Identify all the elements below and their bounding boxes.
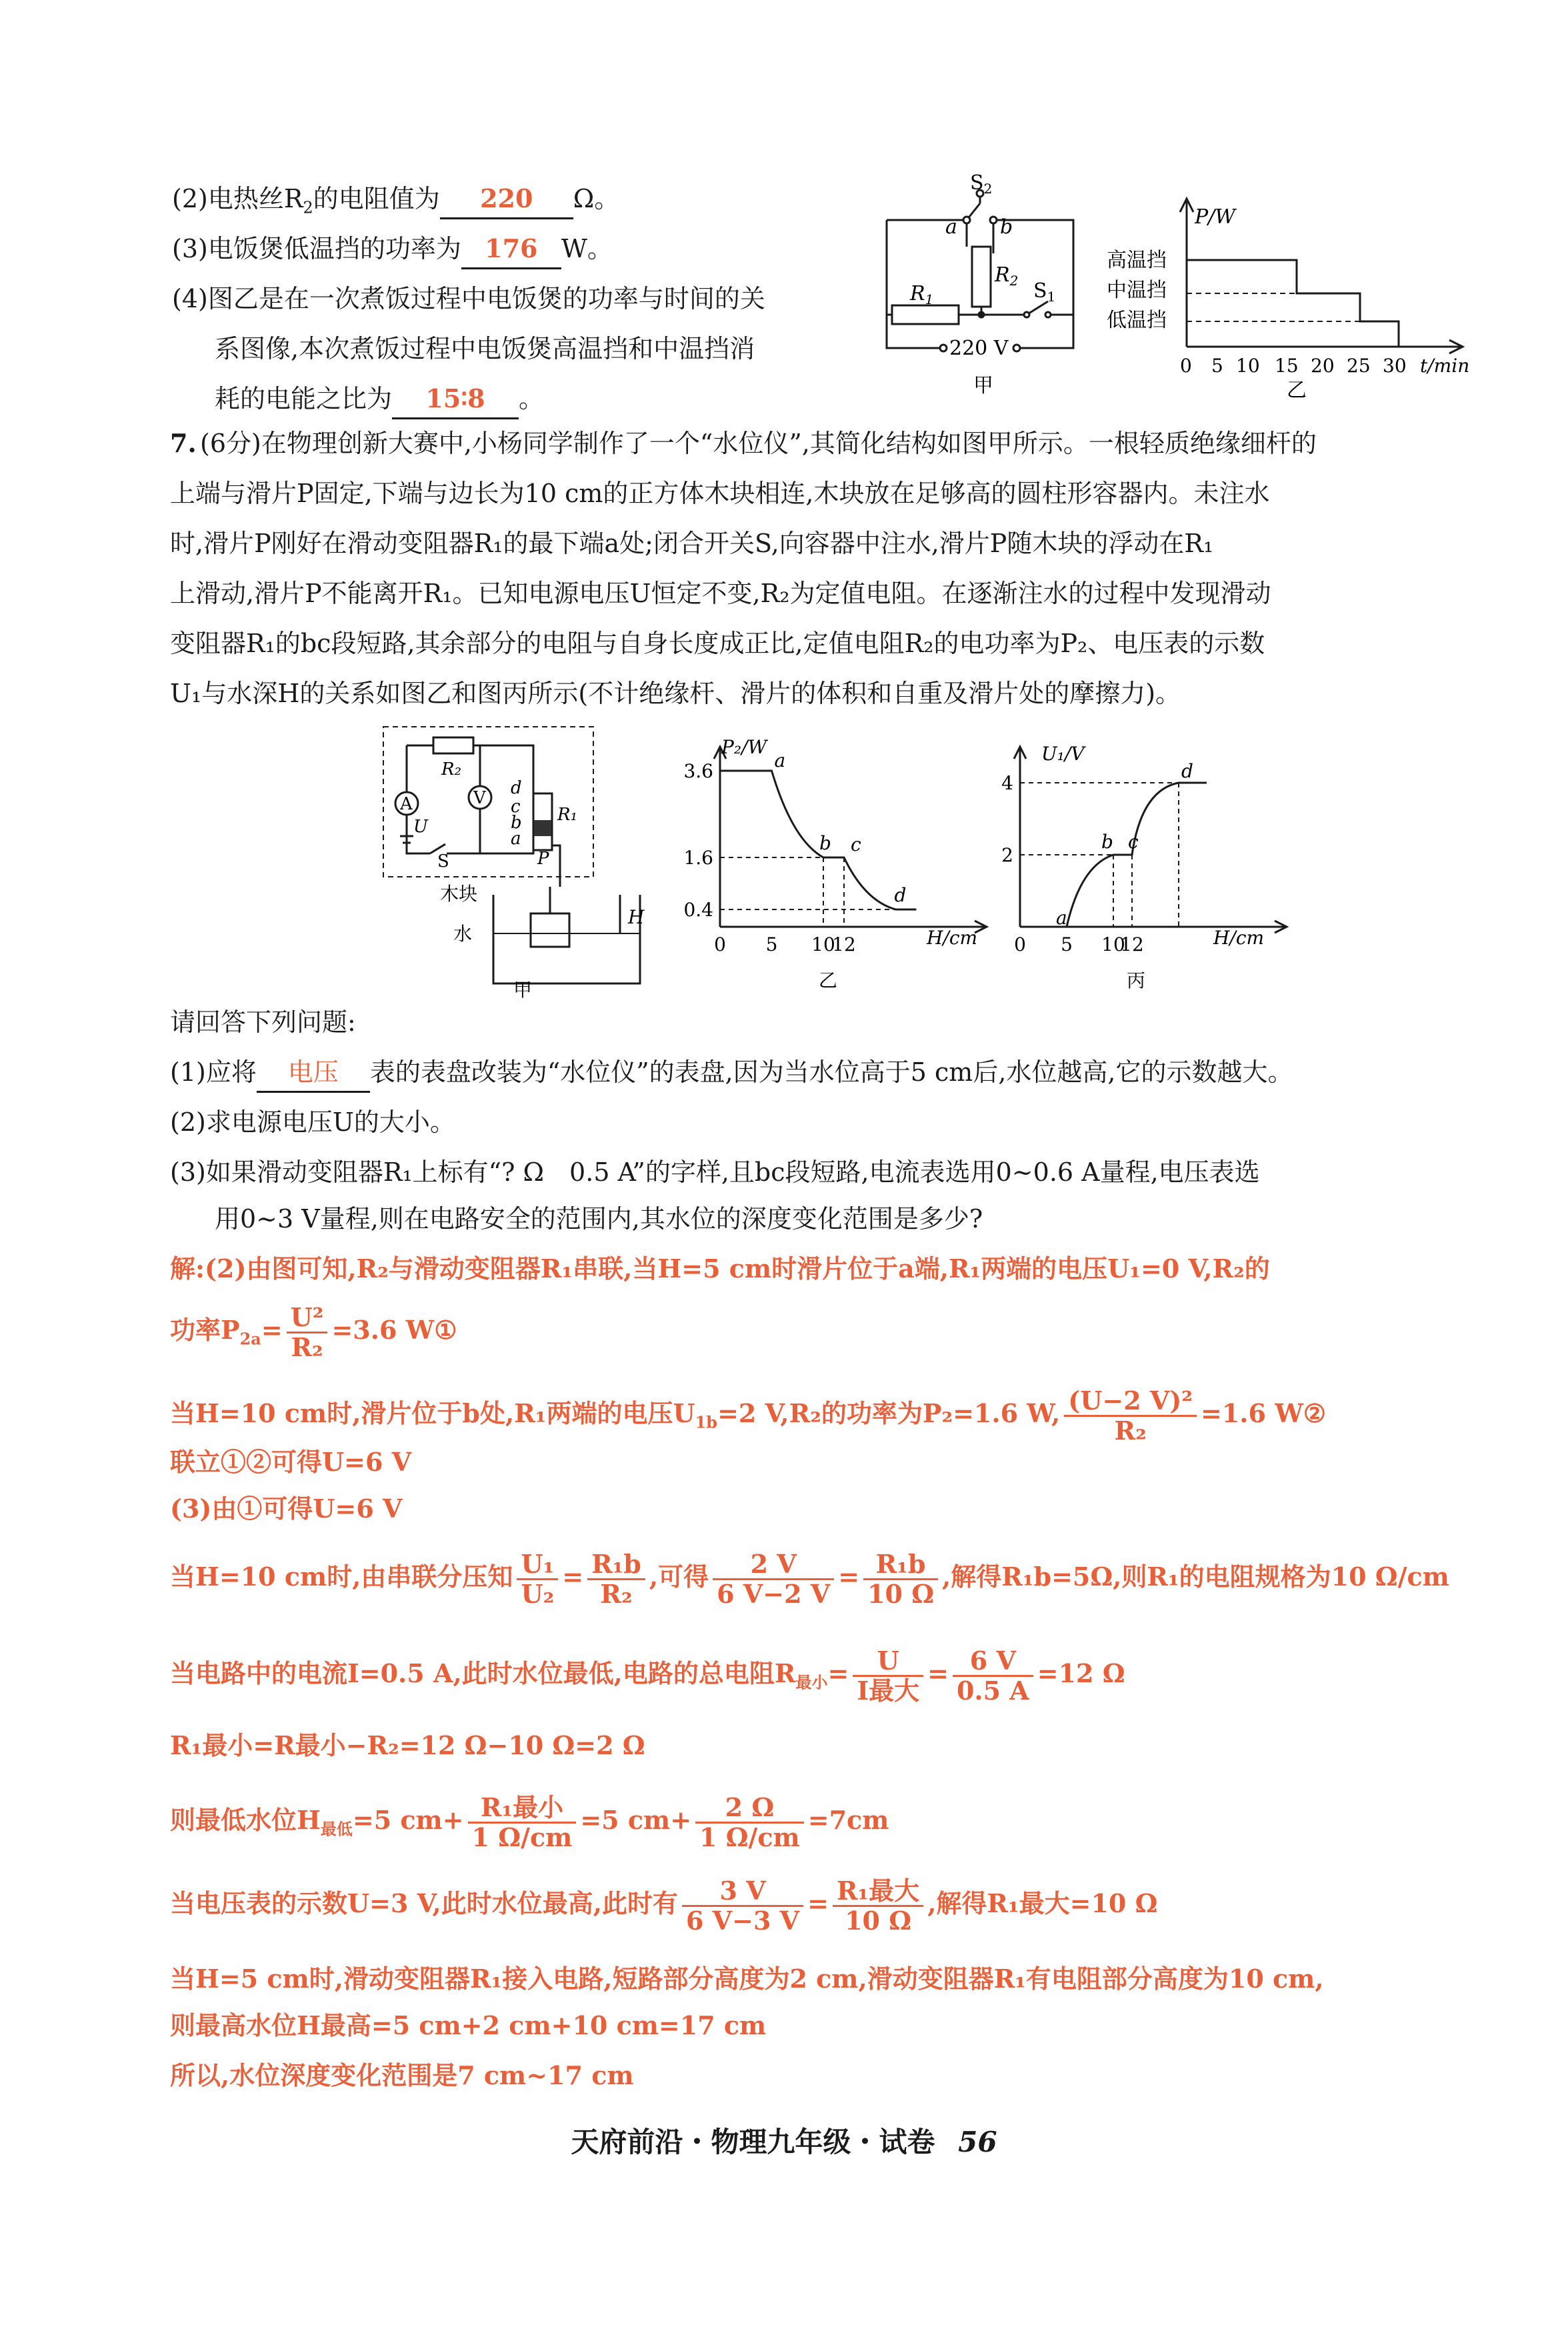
q6-line-4b: 系图像,本次煮饭过程中电饭煲高温挡和中温挡消 — [215, 334, 755, 363]
sub-q1 — [170, 1053, 1293, 1093]
sol3-mid: =2 V,R₂的功率为P₂=1.6 W, — [717, 1398, 1061, 1428]
label-high-gear: 高温挡 — [1107, 249, 1167, 272]
frac-r1b-10 — [863, 1550, 938, 1608]
sol6-pre: 当H=10 cm时,由串联分压知 — [170, 1562, 513, 1592]
sol9-pre: 则最低水位H — [170, 1805, 321, 1835]
label-low-gear: 低温挡 — [1107, 309, 1167, 332]
q6-line-4c — [215, 380, 544, 419]
frac-2v-num: 2 V — [713, 1550, 834, 1580]
sol6-post: ,解得R₁b=5Ω,则R₁的电阻规格为10 Ω/cm — [942, 1562, 1449, 1592]
sol-line-5: (3)由①可得U=6 V — [170, 1494, 403, 1524]
frac-r1min-den: 1 Ω/cm — [471, 1822, 573, 1852]
sol-line-8: R₁最小=R最小−R₂=12 Ω−10 Ω=2 Ω — [170, 1730, 645, 1760]
page-footer — [0, 2120, 1568, 2160]
frac-u-minus-2v-den: R₂ — [1114, 1416, 1147, 1446]
answer-blank-meter: 电压 — [257, 1053, 370, 1093]
label-b: b — [511, 813, 522, 833]
frac-u2-r2 — [287, 1304, 328, 1362]
label-p: P — [537, 849, 549, 869]
label-a: a — [511, 829, 521, 849]
label-u-q7: U — [413, 817, 428, 837]
label-c: c — [511, 797, 521, 817]
sol-line-11: 当H=5 cm时,滑动变阻器R₁接入电路,短路部分高度为2 cm,滑动变阻器R₁有电阻部分高度为10 cm, — [170, 1964, 1324, 1994]
axis-label-tmin: t/min — [1420, 355, 1470, 377]
chart-b-point-label-0: a — [1056, 907, 1067, 929]
chart-b-xtick-0: 0 — [1014, 933, 1026, 955]
sol7-post: =12 Ω — [1037, 1658, 1125, 1688]
chart-b-xtick-1: 5 — [1061, 933, 1073, 955]
chart-b-title: 丙 — [1127, 969, 1146, 991]
label-water: 水 — [453, 923, 473, 945]
q6-l2-sub: 2 — [303, 198, 313, 217]
chart-a-ytick-0: 3.6 — [683, 760, 713, 782]
u1-h-chart — [993, 733, 1313, 1000]
sol2-sub: 2a — [239, 1329, 261, 1349]
caption-jia-q7: 甲 — [513, 979, 533, 1000]
sol2-pre: 功率P — [170, 1315, 240, 1345]
chart-b-point-label-1: b — [1101, 831, 1113, 853]
sol-line-12: 则最高水位H最高=5 cm+2 cm+10 cm=17 cm — [170, 2010, 767, 2040]
q6-line-3 — [172, 230, 613, 269]
sol-line-9 — [170, 1794, 889, 1852]
tick-0: 0 — [1180, 355, 1192, 377]
frac-u1-num: U₁ — [517, 1550, 558, 1580]
caption-jia-q6: 甲 — [973, 374, 993, 397]
sol-line-1: 解:(2)由图可知,R₂与滑动变阻器R₁串联,当H=5 cm时滑片位于a端,R₁两端的电压U₁=0 V,R₂的 — [170, 1254, 1270, 1284]
chart-b-group — [1001, 747, 1287, 955]
sol2-eq: = — [261, 1315, 283, 1345]
frac-2ohm-num: 2 Ω — [695, 1794, 804, 1824]
label-r2-q7: R₂ — [441, 759, 461, 779]
tick-10: 10 — [1236, 355, 1260, 377]
frac-u1-den: U₂ — [521, 1579, 555, 1609]
frac-3v-den: 6 V−3 V — [685, 1906, 800, 1936]
chart-b-ylabel: U₁/V — [1041, 743, 1085, 765]
sol9-b: =5 cm+ — [580, 1805, 692, 1835]
sub-q1-pre: (1)应将 — [170, 1057, 257, 1087]
chart-b-ytick-0: 4 — [1001, 772, 1013, 794]
frac-r1b-r2 — [587, 1550, 645, 1608]
answer-blank-energy-ratio: 15∶8 — [392, 380, 519, 419]
frac-r1max — [833, 1877, 923, 1935]
frac-r1b10-num: R₁b — [863, 1550, 938, 1580]
label-s1: $S_1$ — [1033, 279, 1056, 305]
ask-line: 请回答下列问题: — [170, 1007, 356, 1037]
tick-25: 25 — [1347, 355, 1371, 377]
axis-label-pw: P/W — [1195, 205, 1236, 229]
label-contact-a: a — [945, 215, 957, 239]
sol-line-2 — [170, 1304, 457, 1362]
frac-r1b-den: R₂ — [600, 1579, 633, 1609]
frac-u1-u2 — [517, 1550, 558, 1608]
chart-a-point-label-1: b — [819, 832, 831, 854]
q7-line-5: 变阻器R₁的bc段短路,其余部分的电阻与自身长度成正比,定值电阻R₂的电功率为P₂、电压表的示数 — [170, 629, 1265, 658]
tick-5: 5 — [1211, 355, 1223, 377]
sol2-post: =3.6 W① — [331, 1315, 457, 1345]
sol7-pre: 当电路中的电流I=0.5 A,此时水位最低,电路的总电阻R — [170, 1658, 796, 1688]
frac-05a-den: 0.5 A — [956, 1676, 1029, 1706]
sol6-eq: = — [562, 1562, 584, 1592]
sol-line-10: 当电压表的示数U=3 V,此时水位最高,此时有 $\frac{3 V}{6 V-3 V}$ = $\frac{\text{R₁最大}}{10 \Omega}$ ,解得R₁最大=10 Ω — [170, 1876, 1158, 1936]
voltmeter-v: V — [473, 788, 486, 808]
footer-text: 天府前沿・物理九年级・试卷 — [571, 2126, 935, 2158]
chart-a-xtick-1: 5 — [765, 933, 778, 955]
sol7-eq2: = — [927, 1658, 949, 1688]
chart-b-point-label-2: c — [1128, 831, 1139, 853]
frac-3v — [682, 1877, 803, 1935]
frac-u-minus-2v-num: (U−2 V)² — [1064, 1387, 1197, 1417]
frac-6v-05a — [953, 1647, 1033, 1705]
q7-line-1: (6分)在物理创新大赛中,小杨同学制作了一个“水位仪”,其简化结构如图甲所示。一根轻质绝缘细杆的 — [200, 429, 1317, 458]
chart-b-xlabel: H/cm — [1213, 927, 1265, 949]
tick-30: 30 — [1383, 355, 1407, 377]
answer-blank-r2: 220 — [440, 180, 573, 219]
q6-line-2 — [172, 180, 619, 227]
label-r1-q7: R₁ — [557, 805, 577, 825]
frac-3v-num: 3 V — [682, 1877, 803, 1907]
label-220v: 220 V — [949, 337, 1009, 360]
label-h: H — [628, 906, 645, 928]
sol-line-4: 联立①②可得U=6 V — [170, 1447, 412, 1477]
water-level-circuit-q7 — [373, 720, 667, 1000]
sol10-pre: 当电压表的示数U=3 V,此时水位最高,此时有 — [170, 1888, 678, 1918]
frac-u-imax — [853, 1647, 923, 1705]
frac-2v-den: 6 V−2 V — [717, 1579, 831, 1609]
chart-a-xtick-0: 0 — [714, 933, 726, 955]
q7-number: 7. — [170, 428, 197, 458]
chart-a-point-label-2: c — [851, 833, 861, 855]
chart-a-title: 乙 — [819, 969, 838, 991]
sub-q3a: (3)如果滑动变阻器R₁上标有“? Ω 0.5 A”的字样,且bc段短路,电流表选用0~0.6 A量程,电压表选 — [170, 1157, 1260, 1187]
chart-a-xtick-3: 12 — [832, 933, 856, 955]
chart-b-point-label-3: d — [1181, 760, 1193, 782]
frac-6v-num: 6 V — [953, 1647, 1033, 1677]
frac-u-num: U — [853, 1647, 923, 1677]
p2-h-chart — [667, 733, 1000, 1000]
circuit-diagram-q6 — [873, 173, 1087, 400]
chart-a-xtick-2: 10 — [811, 933, 835, 955]
q6-l4c-text: 耗的电能之比为 — [215, 384, 393, 413]
sol6-eq2: = — [838, 1562, 860, 1592]
sol-line-13: 所以,水位深度变化范围是7 cm~17 cm — [170, 2060, 634, 2090]
q7-line-6: U₁与水深H的关系如图乙和图丙所示(不计绝缘杆、滑片的体积和自重及滑片处的摩擦力)。 — [170, 679, 1181, 708]
sol7-eq: = — [827, 1658, 849, 1688]
sol3-sub: 1b — [695, 1412, 718, 1432]
chart-a-curve — [720, 771, 917, 909]
chart-b-xtick-2: 10 — [1101, 933, 1125, 955]
chart-a-xlabel: H/cm — [927, 927, 978, 949]
sol3-pre: 当H=10 cm时,滑片位于b处,R₁两端的电压U — [170, 1398, 695, 1428]
sub-q3b: 用0~3 V量程,则在电路安全的范围内,其水位的深度变化范围是多少? — [215, 1204, 983, 1234]
chart-a-group — [683, 747, 987, 955]
q6-l2-post: Ω。 — [573, 184, 620, 213]
chart-b-curve — [1067, 783, 1207, 927]
q7-line-4: 上滑动,滑片P不能离开R₁。已知电源电压U恒定不变,R₂为定值电阻。在逐渐注水的过程中发现滑动 — [170, 579, 1271, 608]
chart-a-ytick-1: 1.6 — [683, 847, 713, 869]
ammeter-a: A — [400, 794, 413, 814]
frac-r1max-num: R₁最大 — [833, 1877, 923, 1907]
frac-2v — [713, 1550, 834, 1608]
q6-l2-text: (2)电热丝R — [172, 184, 303, 213]
sub-q1-post: 表的表盘改装为“水位仪”的表盘,因为当水位高于5 cm后,水位越高,它的示数越大。 — [369, 1057, 1293, 1087]
q6-l2-mid: 的电阻值为 — [313, 184, 440, 213]
page-number: 56 — [958, 2126, 997, 2158]
answer-blank-low-power: 176 — [461, 230, 561, 269]
q6-l4c-post: 。 — [519, 384, 545, 413]
frac-r1b10-den: 10 Ω — [867, 1579, 935, 1609]
tick-20: 20 — [1311, 355, 1335, 377]
sub-q2: (2)求电源电压U的大小。 — [170, 1107, 455, 1137]
tick-15: 15 — [1275, 355, 1299, 377]
sol9-a: =5 cm+ — [352, 1805, 464, 1835]
frac-r1min — [468, 1794, 577, 1852]
chart-a-point-label-3: d — [894, 884, 907, 906]
chart-a-point-label-0: a — [774, 749, 786, 771]
chart-a-ytick-2: 0.4 — [683, 899, 713, 921]
frac-2ohm-den: 1 Ω/cm — [699, 1822, 800, 1852]
label-s-q7: S — [437, 851, 449, 871]
q6-l3-text: (3)电饭煲低温挡的功率为 — [172, 234, 461, 263]
sol7-sub: 最小 — [795, 1672, 828, 1692]
label-r1: $R_1$ — [910, 282, 934, 307]
frac-imax-den: I最大 — [857, 1676, 920, 1706]
label-r2: $R_2$ — [995, 263, 1019, 289]
sol-line-7 — [170, 1647, 1125, 1705]
caption-yi-q6: 乙 — [1287, 379, 1307, 400]
sol9-post: =7cm — [807, 1805, 889, 1835]
power-time-graph-q6 — [1107, 193, 1487, 400]
q7-line-3: 时,滑片P刚好在滑动变阻器R₁的最下端a处;闭合开关S,向容器中注水,滑片P随木块的浮动在R₁ — [170, 529, 1214, 558]
sol-line-6 — [170, 1550, 1449, 1608]
sol10-post: ,解得R₁最大=10 Ω — [927, 1888, 1158, 1918]
frac-u2-den: R₂ — [291, 1332, 323, 1362]
sol3-post: =1.6 W② — [1201, 1398, 1326, 1428]
frac-2ohm — [695, 1794, 804, 1852]
chart-b-ytick-1: 2 — [1001, 844, 1013, 866]
label-contact-b: b — [1000, 215, 1013, 239]
frac-r1max-den: 10 Ω — [845, 1906, 912, 1936]
chart-a-ylabel: P₂/W — [721, 736, 767, 758]
frac-u-minus-2v — [1064, 1387, 1197, 1445]
q7-line-2: 上端与滑片P固定,下端与边长为10 cm的正方体木块相连,木块放在足够高的圆柱形容器内。未注水 — [170, 479, 1270, 508]
frac-r1b-num: R₁b — [587, 1550, 645, 1580]
frac-r1min-num: R₁最小 — [468, 1794, 577, 1824]
q6-l3-post: W。 — [561, 234, 613, 263]
sol6-mid: ,可得 — [649, 1562, 709, 1592]
frac-u2-num: U² — [287, 1304, 328, 1334]
label-wood-block: 木块 — [440, 883, 478, 905]
label-mid-gear: 中温挡 — [1107, 279, 1167, 302]
label-s2: $S_2$ — [970, 173, 993, 197]
chart-b-xtick-3: 12 — [1120, 933, 1144, 955]
q6-line-4a: (4)图乙是在一次煮饭过程中电饭煲的功率与时间的关 — [172, 284, 765, 313]
sol9-sub: 最低 — [320, 1819, 353, 1839]
label-d: d — [511, 778, 522, 798]
sol-line-3 — [170, 1387, 1326, 1445]
